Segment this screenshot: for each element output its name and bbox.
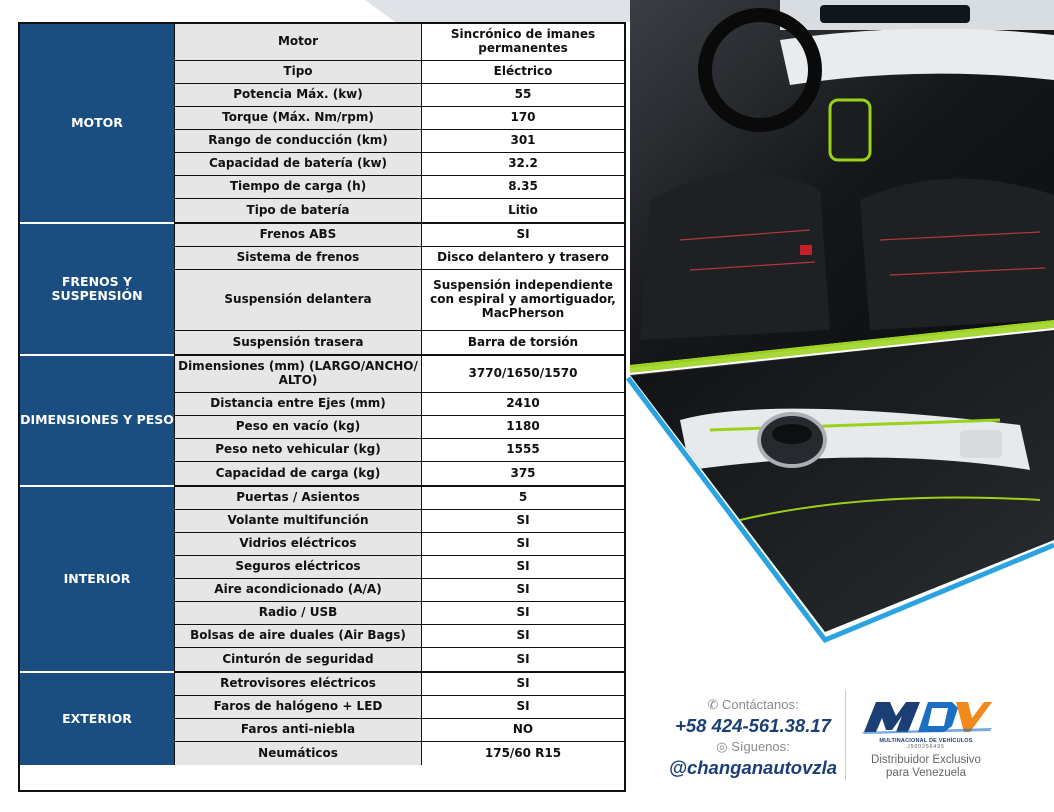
section-rows [174, 487, 624, 673]
spec-value: Litio [422, 199, 624, 222]
spec-value: SI [422, 224, 624, 246]
logo-rif: J500256495 [907, 744, 945, 750]
spec-row [174, 393, 624, 416]
section-rows [174, 224, 624, 356]
spec-row [174, 416, 624, 439]
spec-label: Frenos ABS [174, 224, 422, 246]
spec-value: Sincrónico de imanes permanentes [422, 24, 624, 60]
spec-label: Volante multifunción [174, 510, 422, 532]
spec-label: Peso neto vehicular (kg) [174, 439, 422, 461]
spec-label: Sistema de frenos [174, 247, 422, 269]
spec-value: 5 [422, 487, 624, 509]
spec-row [174, 439, 624, 462]
spec-value: Disco delantero y trasero [422, 247, 624, 269]
spec-row [174, 579, 624, 602]
category-label: FRENOS Y SUSPENSIÓN [20, 224, 174, 356]
spec-label: Suspensión trasera [174, 331, 422, 354]
category-label: EXTERIOR [20, 673, 174, 765]
spec-label: Peso en vacío (kg) [174, 416, 422, 438]
spec-label: Faros de halógeno + LED [174, 696, 422, 718]
spec-row [174, 602, 624, 625]
category-label: DIMENSIONES Y PESO [20, 356, 174, 487]
spec-label: Capacidad de carga (kg) [174, 462, 422, 485]
spec-label: Suspensión delantera [174, 270, 422, 330]
spec-label: Neumáticos [174, 742, 422, 765]
spec-label: Aire acondicionado (A/A) [174, 579, 422, 601]
car-interior-photos [620, 0, 1054, 650]
spec-value: 55 [422, 84, 624, 106]
spec-value: SI [422, 673, 624, 695]
logo-subtitle: MULTINACIONAL DE VEHÍCULOS [879, 738, 973, 744]
spec-value: 1555 [422, 439, 624, 461]
spec-label: Capacidad de batería (kw) [174, 153, 422, 175]
dashboard-photo [620, 0, 1054, 370]
spec-row [174, 533, 624, 556]
spec-label: Tiempo de carga (h) [174, 176, 422, 198]
spec-row [174, 61, 624, 84]
contact-block [668, 696, 838, 780]
spec-row [174, 356, 624, 393]
spec-row [174, 84, 624, 107]
spec-label: Radio / USB [174, 602, 422, 624]
spec-row [174, 331, 624, 354]
spec-value: SI [422, 648, 624, 671]
category-label: INTERIOR [20, 487, 174, 673]
spec-value: 8.35 [422, 176, 624, 198]
spec-value: 1180 [422, 416, 624, 438]
spec-row [174, 487, 624, 510]
contact-line [668, 696, 838, 714]
spec-row [174, 107, 624, 130]
instagram-icon: ◎ [716, 739, 728, 754]
spec-value: 170 [422, 107, 624, 129]
mdv-logo [860, 698, 992, 734]
spec-row [174, 719, 624, 742]
spec-row [174, 130, 624, 153]
spec-row [174, 625, 624, 648]
spec-row [174, 673, 624, 696]
spec-label: Rango de conducción (km) [174, 130, 422, 152]
spec-value: NO [422, 719, 624, 741]
follow-line [668, 738, 838, 756]
spec-value: Eléctrico [422, 61, 624, 83]
spec-row [174, 270, 624, 331]
follow-label: Síguenos: [731, 739, 790, 754]
spec-value: 301 [422, 130, 624, 152]
spec-row [174, 510, 624, 533]
spec-value: SI [422, 556, 624, 578]
spec-label: Torque (Máx. Nm/rpm) [174, 107, 422, 129]
spec-label: Retrovisores eléctricos [174, 673, 422, 695]
spec-row [174, 462, 624, 485]
section-rows [174, 356, 624, 487]
brand-logo-block [856, 698, 996, 780]
spec-label: Distancia entre Ejes (mm) [174, 393, 422, 415]
spec-value: SI [422, 625, 624, 647]
spec-label: Tipo [174, 61, 422, 83]
spec-value: SI [422, 510, 624, 532]
spec-label: Bolsas de aire duales (Air Bags) [174, 625, 422, 647]
distributor-line-2: para Venezuela [886, 767, 966, 779]
spec-label: Cinturón de seguridad [174, 648, 422, 671]
spec-value: 32.2 [422, 153, 624, 175]
spec-label: Seguros eléctricos [174, 556, 422, 578]
spec-value: SI [422, 533, 624, 555]
contact-label: Contáctanos: [721, 697, 799, 712]
spec-label: Potencia Máx. (kw) [174, 84, 422, 106]
gear-selector-photo [620, 325, 1054, 645]
spec-label: Motor [174, 24, 422, 60]
spec-value: SI [422, 696, 624, 718]
spec-row [174, 247, 624, 270]
spec-value: Barra de torsión [422, 331, 624, 354]
spec-value: 175/60 R15 [422, 742, 624, 765]
spec-row [174, 742, 624, 765]
category-label: MOTOR [20, 24, 174, 224]
spec-value: SI [422, 602, 624, 624]
spec-row [174, 199, 624, 222]
spec-row [174, 556, 624, 579]
spec-value: 375 [422, 462, 624, 485]
spec-row [174, 153, 624, 176]
spec-label: Faros anti-niebla [174, 719, 422, 741]
spec-row [174, 648, 624, 671]
spec-label: Puertas / Asientos [174, 487, 422, 509]
category-column [20, 24, 174, 790]
phone-number[interactable]: +58 424-561.38.17 [675, 715, 831, 736]
section-rows [174, 24, 624, 224]
whatsapp-icon: ✆ [707, 697, 719, 712]
rows-column [174, 24, 624, 790]
spec-row [174, 224, 624, 247]
spec-value: Suspensión independiente con espiral y amortiguador, MacPherson [422, 270, 624, 330]
spec-table [18, 22, 626, 792]
section-rows [174, 673, 624, 765]
spec-row [174, 696, 624, 719]
divider [845, 690, 846, 780]
spec-value: SI [422, 579, 624, 601]
spec-value: 2410 [422, 393, 624, 415]
spec-label: Tipo de batería [174, 199, 422, 222]
spec-label: Vidrios eléctricos [174, 533, 422, 555]
spec-row [174, 24, 624, 61]
social-handle[interactable]: @changanautovzla [668, 757, 838, 778]
spec-label: Dimensiones (mm) (LARGO/ANCHO/ ALTO) [174, 356, 422, 392]
spec-value: 3770/1650/1570 [422, 356, 624, 392]
spec-row [174, 176, 624, 199]
distributor-line-1: Distribuidor Exclusivo [871, 754, 981, 766]
